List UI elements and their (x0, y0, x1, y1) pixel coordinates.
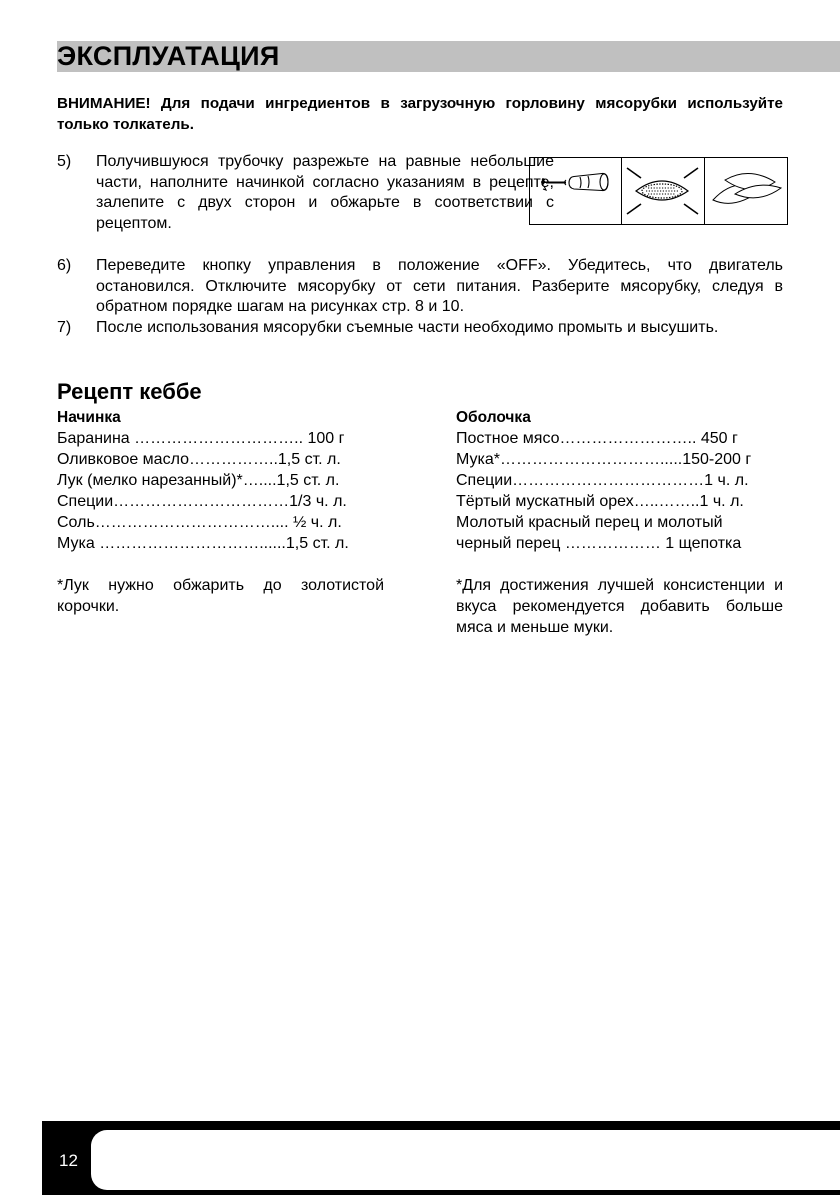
ingredient: Баранина ………………………….. 100 г (57, 430, 345, 447)
footer-panel (91, 1130, 840, 1190)
frying-kebbe-icon (622, 158, 705, 224)
finished-kebbe-icon (705, 158, 786, 224)
shell-column (456, 407, 783, 638)
section-title: ЭКСПЛУАТАЦИЯ (57, 41, 280, 71)
ingredient: Оливковое масло……………..1,5 ст. л. (57, 451, 341, 468)
step-text: Получившуюся трубочку разрежьте на равные небольшие части, наполните начинкой согласно указаниям в рецепте, залепите с двух сторон и обжарьте в соответствии с рецептом. (96, 153, 554, 233)
warning-text: ВНИМАНИЕ! Для подачи ингредиентов в загрузочную горловину мясорубки используйте только толкатель. (57, 95, 783, 133)
step-text: После использования мясорубки съемные части необходимо промыть и высушить. (96, 319, 719, 336)
ingredient: черный перец ……………… 1 щепотка (456, 535, 742, 552)
filling-heading: Начинка (57, 409, 121, 426)
shell-note: *Для достижения лучшей консистенции и вкуса рекомендуется добавить больше мяса и меньше муки. (456, 577, 783, 636)
step-number: 5) (57, 153, 72, 170)
step-text: Переведите кнопку управления в положение «OFF». Убедитесь, что двигатель остановился. Отключите мясорубку от сети питания. Разберите мясорубку, следуя в обратном порядке шагам на рисунках стр. 8 и 10. (96, 257, 783, 316)
filling-note: *Лук нужно обжарить до золотистой корочки. (57, 577, 384, 615)
shell-heading: Оболочка (456, 409, 531, 426)
ingredient: Соль…………………………….... ½ ч. л. (57, 514, 342, 531)
kebbe-illustration (529, 157, 788, 225)
ingredient: Мука*………………………….....150-200 г (456, 451, 752, 468)
filling-column (57, 407, 384, 617)
ingredient: Специи………………………………1 ч. л. (456, 472, 749, 489)
ingredient: Специи……………………………1/3 ч. л. (57, 493, 347, 510)
ingredient: Молотый красный перец и молотый (456, 514, 723, 531)
recipe-title: Рецепт кеббе (57, 379, 202, 404)
ingredient: Постное мясо…………………….. 450 г (456, 430, 738, 447)
step-number: 7) (57, 319, 72, 336)
page-number: 12 (59, 1151, 78, 1170)
ingredient: Тёртый мускатный орех…..……..1 ч. л. (456, 493, 744, 510)
cutting-tube-icon (530, 158, 622, 224)
ingredient: Мука …………………………......1,5 ст. л. (57, 535, 349, 552)
ingredient: Лук (мелко нарезанный)*…....1,5 ст. л. (57, 472, 340, 489)
step-number: 6) (57, 257, 72, 274)
